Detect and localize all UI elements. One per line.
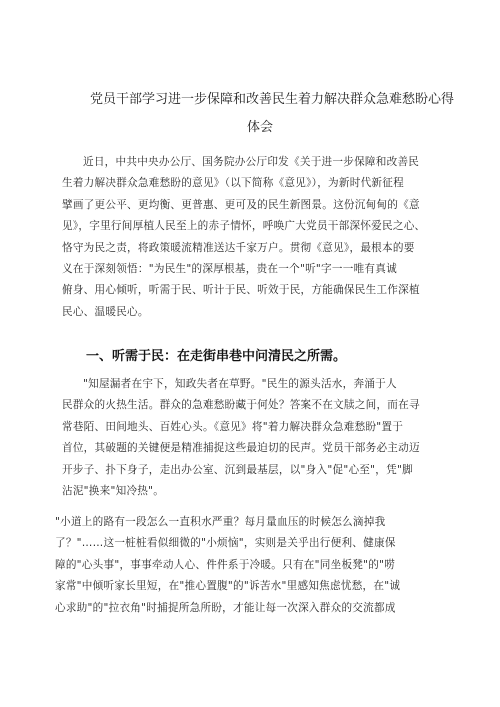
text-line: 近日，中共中央办公厅、国务院办公厅印发《关于进一步保障和改善民: [83, 156, 420, 168]
text-line: 障的"心头事"，事事牵动人心、件件系于冷暖。只有在"同坐板凳"的"唠: [55, 558, 396, 571]
text-line: 义在于深刻领悟："为民生"的深厚根基，贵在一个"听"字一一唯有真诚: [62, 263, 397, 276]
text-line: 民心、温暖民心。: [62, 305, 149, 318]
text-line: 见》，字里行间厚植人民至上的赤子情怀，呼唤广大党员干部深怀爱民之心、: [62, 220, 426, 233]
text-line: 民群众的火热生活。群众的急难愁盼藏于何处？答案不在文牍之间，而在寻: [62, 399, 420, 412]
title-line-1: 党员干部学习进一步保障和改善民生着力解决群众急难愁盼心得: [90, 92, 455, 107]
text-line: "知屋漏者在宇下，知政失者在草野。"民生的源头活水，奔涌于人: [83, 378, 397, 390]
text-line: 了？"……这一桩桩看似细微的"小烦恼"，实则是关乎出行便利、健康保: [55, 537, 396, 550]
intro-paragraph: [62, 152, 442, 323]
text-line: 恪守为民之责，将政策暖流精准送达千家万户。贯彻《意见》，最根本的要: [62, 241, 415, 254]
text-line: 俯身、用心倾听，听需于民、听计于民、听效于民，方能确保民生工作深植: [62, 284, 420, 297]
text-line: 开步子、扑下身子，走出办公室、沉到最基层，以"身入"促"心至"，凭"脚: [62, 463, 413, 476]
body-paragraph: [55, 512, 450, 619]
text-line: 心求助"的"拉衣角"时捕捉所急所盼，才能让每一次深入群众的交流都成: [55, 601, 396, 614]
text-line: 常巷陌、田间地头、百姓心头。《意见》将"着力解决群众急难愁盼"置于: [62, 420, 404, 433]
text-line: 擘画了更公平、更均衡、更普惠、更可及的民生新图景。这份沉甸甸的《意: [62, 198, 420, 211]
document-title: [62, 86, 458, 142]
text-line: "小道上的路有一段怎么一直积水严重？每月量血压的时候怎么滴掉我: [55, 516, 386, 528]
text-line: 首位，其破题的关键便是精准捕捉这些最迫切的民声。党员干部务必主动迈: [62, 442, 420, 455]
body-paragraph: [62, 374, 442, 502]
text-line: 家常"中倾听家长里短，在"推心置腹"的"诉苦水"里感知焦虑忧愁，在"诚: [55, 580, 401, 593]
text-line: 沾泥"换来"知冷热"。: [62, 485, 165, 498]
title-line-2: 体会: [246, 120, 273, 135]
text-line: 生着力解决群众急难愁盼的意见》（以下简称《意见》），为新时代新征程: [62, 177, 404, 190]
section-heading: 一、听需于民：在走街串巷中问清民之所需。: [86, 349, 347, 364]
